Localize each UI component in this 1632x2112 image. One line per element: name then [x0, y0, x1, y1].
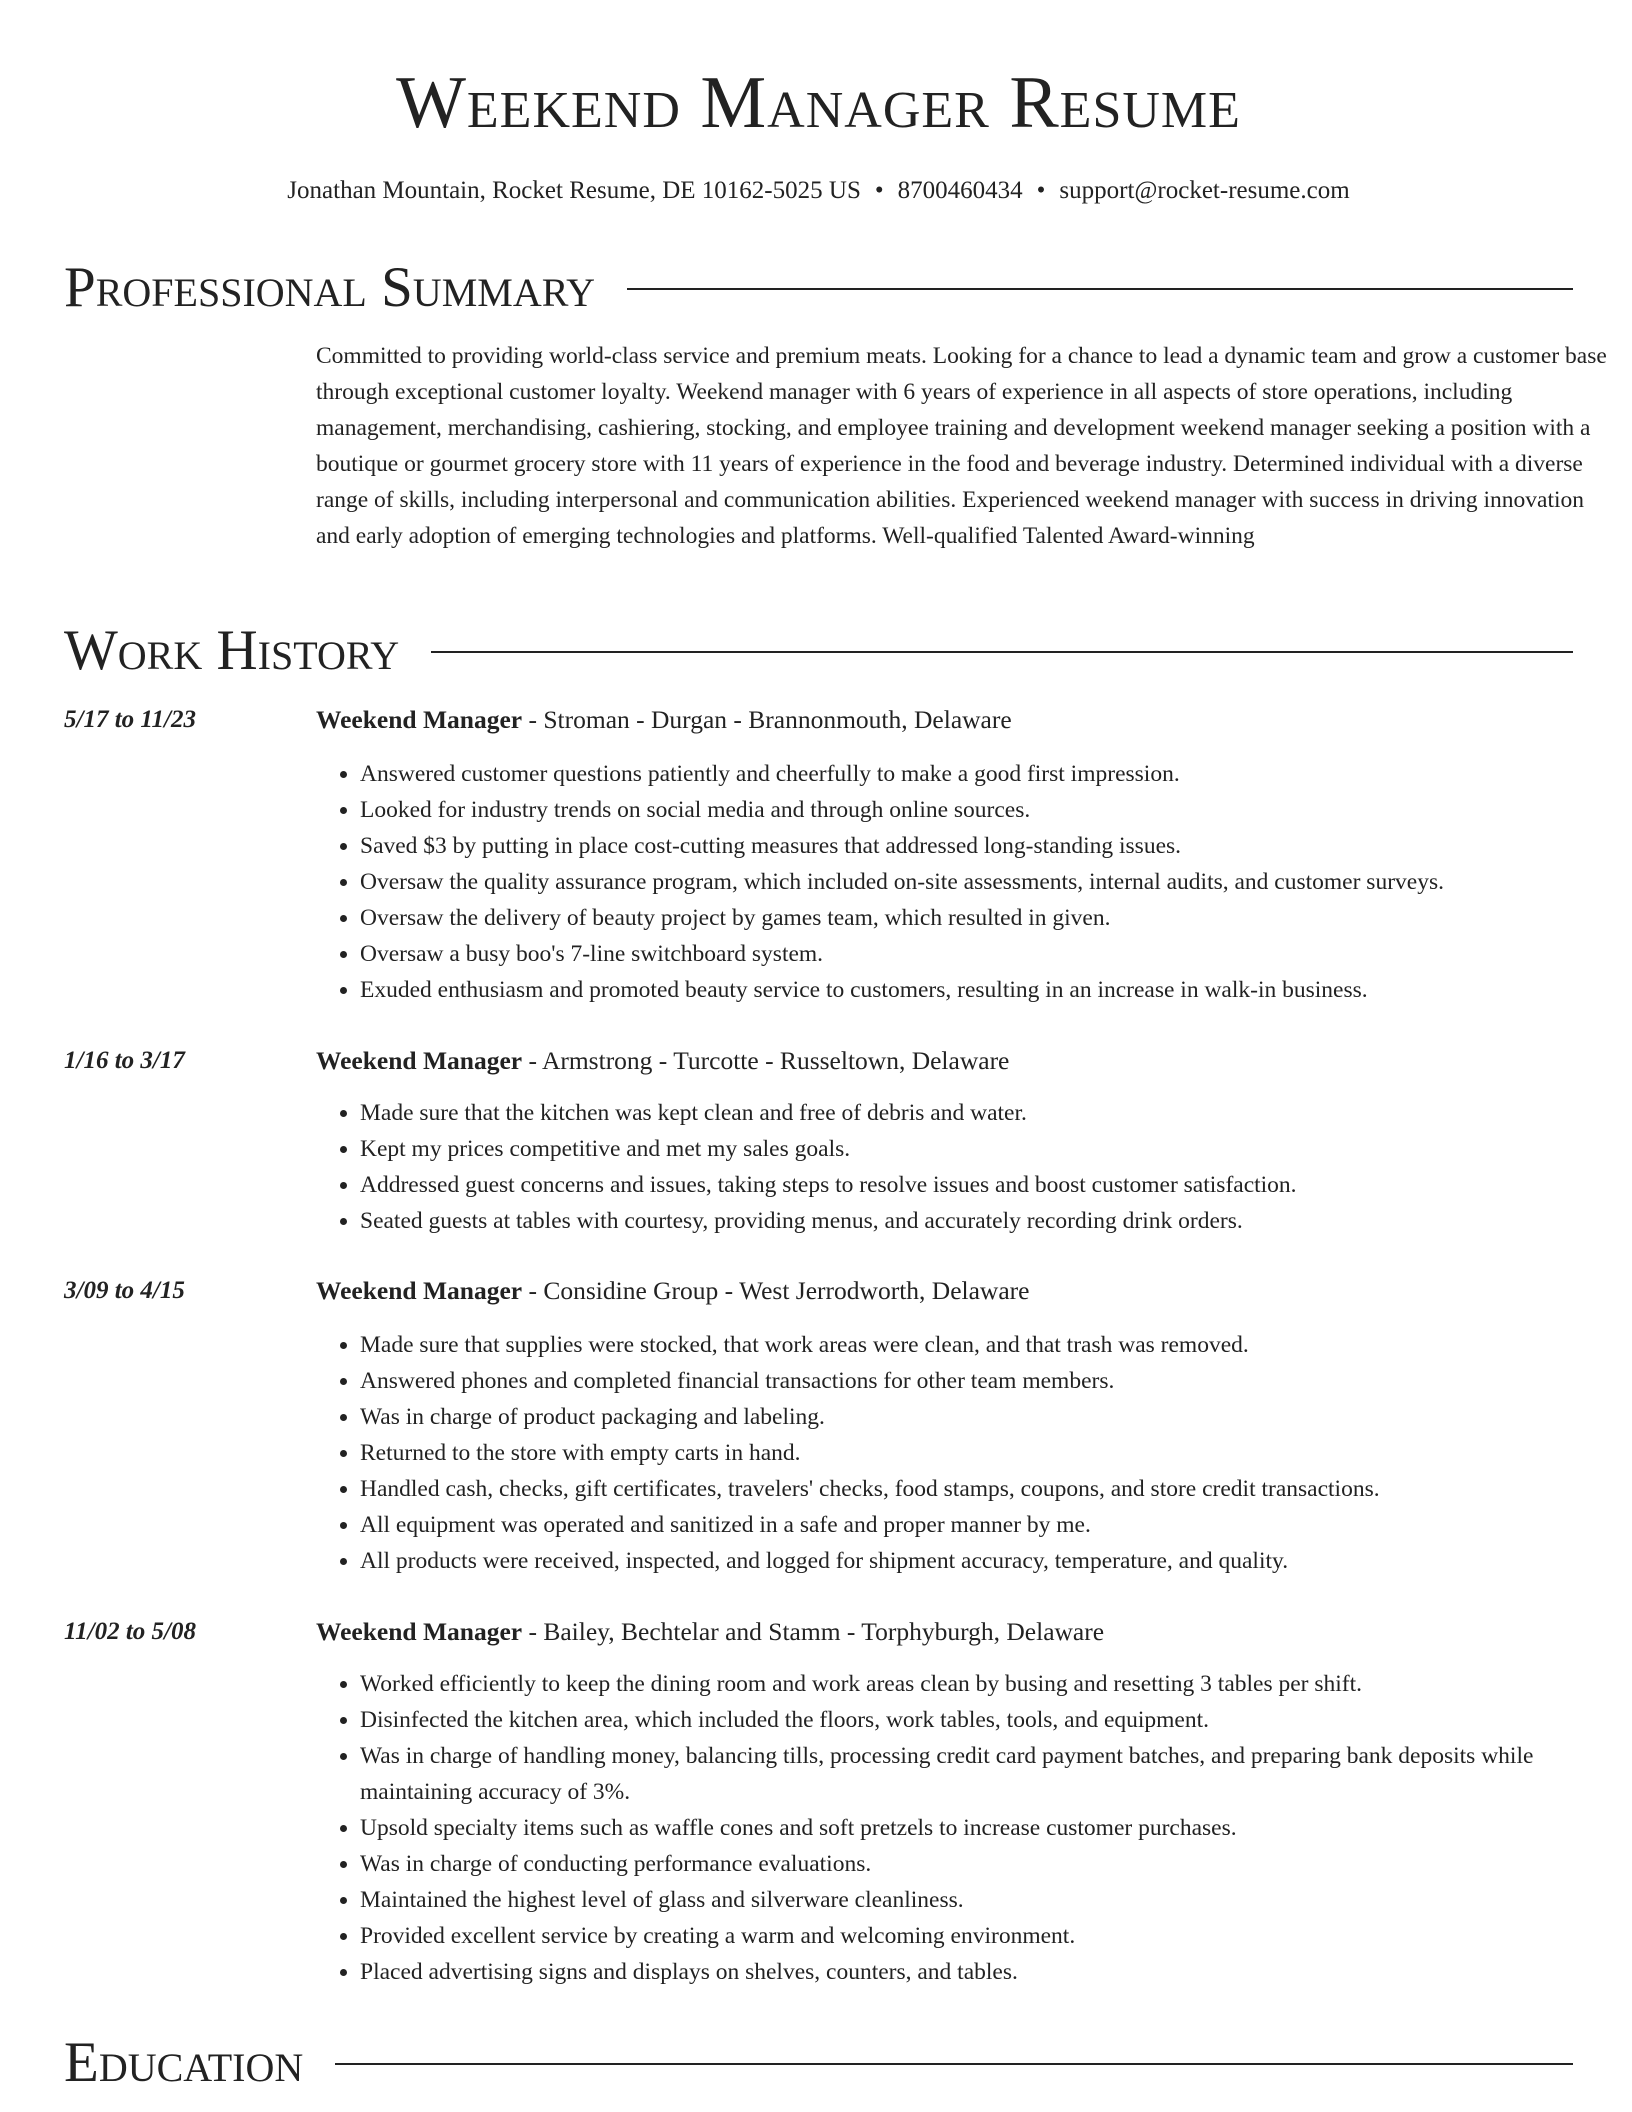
job-employer-location: - Armstrong - Turcotte - Russeltown, Delaware [522, 1046, 1010, 1075]
job-duty-item: • Placed advertising signs and displays on shelves, counters, and tables. [360, 1954, 1616, 1990]
job-duty-item: • Addressed guest concerns and issues, taking steps to resolve issues and boost customer satisfaction. [360, 1167, 1616, 1203]
job-dates: 1/16 to 3/17 [64, 1047, 185, 1074]
job-duties-list [316, 1666, 1616, 1990]
job-duties-list [316, 1327, 1616, 1579]
job-duty-item: • All products were received, inspected, and logged for shipment accuracy, temperature, and quality. [360, 1543, 1616, 1579]
job-title-line [316, 702, 1012, 738]
job-duty-item: • Answered phones and completed financial transactions for other team members. [360, 1363, 1616, 1399]
job-role: Weekend Manager [316, 1617, 523, 1646]
contact-separator: • [874, 177, 884, 204]
job-dates: 5/17 to 11/23 [64, 706, 196, 733]
job-duty-item: • Was in charge of product packaging and labeling. [360, 1399, 1616, 1435]
section-divider [335, 2063, 1573, 2065]
job-duty-item: • Was in charge of handling money, balancing tills, processing credit card payment batches, and preparing bank deposits while maintaining accuracy of 3%. [360, 1738, 1616, 1810]
job-duty-item: • Seated guests at tables with courtesy, providing menus, and accurately recording drink orders. [360, 1203, 1616, 1239]
job-role: Weekend Manager [316, 705, 523, 734]
section-header-summary [64, 257, 1573, 319]
job-duty-item: • Returned to the store with empty carts in hand. [360, 1435, 1616, 1471]
job-duty-item: • Kept my prices competitive and met my sales goals. [360, 1131, 1616, 1167]
job-duty-item: • Worked efficiently to keep the dining room and work areas clean by busing and resetting 3 tables per shift. [360, 1666, 1616, 1702]
job-employer-location: - Bailey, Bechtelar and Stamm - Torphyburgh, Delaware [522, 1617, 1105, 1646]
job-employer-location: - Considine Group - West Jerrodworth, Delaware [522, 1276, 1030, 1305]
job-title-line [316, 1614, 1104, 1650]
job-duty-item: • Exuded enthusiasm and promoted beauty service to customers, resulting in an increase in walk-in business. [360, 972, 1616, 1008]
job-title-line [316, 1043, 1009, 1079]
job-duty-item: • Made sure that the kitchen was kept clean and free of debris and water. [360, 1095, 1616, 1131]
section-header-education [64, 2032, 1573, 2094]
job-duty-item: • Made sure that supplies were stocked, that work areas were clean, and that trash was removed. [360, 1327, 1616, 1363]
job-duty-item: • Oversaw the quality assurance program, which included on-site assessments, internal audits, and customer surveys. [360, 864, 1616, 900]
job-dates: 11/02 to 5/08 [64, 1618, 196, 1645]
professional-summary-text: Committed to providing world-class service and premium meats. Looking for a chance to lead a dynamic team and grow a customer base through exceptional customer loyalty. Weekend manager with 6 years of experience in all aspects of store operations, including management, merchandising, cashiering, stocking, and employee training and development weekend manager seeking a position with a boutique or gourmet grocery store with 11 years of experience in the food and beverage industry. Determined individual with a diverse range of skills, including interpersonal and communication abilities. Experienced weekend manager with success in driving innovation and early adoption of emerging technologies and platforms. Well-qualified Talented Award-winning [316, 343, 1607, 549]
resume-title: Weekend Manager Resume [396, 62, 1241, 144]
job-title-line [316, 1273, 1029, 1309]
job-duty-item: • Disinfected the kitchen area, which included the floors, work tables, tools, and equipment. [360, 1702, 1616, 1738]
job-duty-item: • Maintained the highest level of glass and silverware cleanliness. [360, 1882, 1616, 1918]
section-divider [627, 288, 1573, 290]
job-duties-list [316, 1095, 1616, 1239]
job-duty-item: • Saved $3 by putting in place cost-cutting measures that addressed long-standing issues. [360, 828, 1616, 864]
job-duties-list [316, 756, 1616, 1008]
job-duty-item: • Upsold specialty items such as waffle cones and soft pretzels to increase customer purchases. [360, 1810, 1616, 1846]
job-duty-item: • Oversaw the delivery of beauty project by games team, which resulted in given. [360, 900, 1616, 936]
section-title-summary: Professional Summary [64, 256, 596, 319]
job-duty-item: • Was in charge of conducting performance evaluations. [360, 1846, 1616, 1882]
contact-separator: • [1036, 177, 1046, 204]
job-employer-location: - Stroman - Durgan - Brannonmouth, Delaware [522, 705, 1012, 734]
job-role: Weekend Manager [316, 1046, 523, 1075]
job-duty-item: • All equipment was operated and sanitized in a safe and proper manner by me. [360, 1507, 1616, 1543]
contact-phone: 8700460434 [897, 177, 1023, 204]
job-duty-item: • Answered customer questions patiently and cheerfully to make a good first impression. [360, 756, 1616, 792]
job-dates: 3/09 to 4/15 [64, 1277, 185, 1304]
contact-address: Jonathan Mountain, Rocket Resume, DE 10162-5025 US [287, 177, 861, 204]
contact-line [64, 174, 1573, 208]
contact-email[interactable]: support@rocket-resume.com [1059, 177, 1350, 204]
section-title-education: Education [64, 2031, 304, 2094]
job-duty-item: • Handled cash, checks, gift certificates, travelers' checks, food stamps, coupons, and store credit transactions. [360, 1471, 1616, 1507]
job-role: Weekend Manager [316, 1276, 523, 1305]
job-duty-item: • Looked for industry trends on social media and through online sources. [360, 792, 1616, 828]
job-duty-item: • Provided excellent service by creating a warm and welcoming environment. [360, 1918, 1616, 1954]
section-header-work-history [64, 620, 1573, 682]
job-duty-item: • Oversaw a busy boo's 7-line switchboard system. [360, 936, 1616, 972]
section-title-work-history: Work History [64, 619, 400, 682]
section-divider [431, 651, 1573, 653]
